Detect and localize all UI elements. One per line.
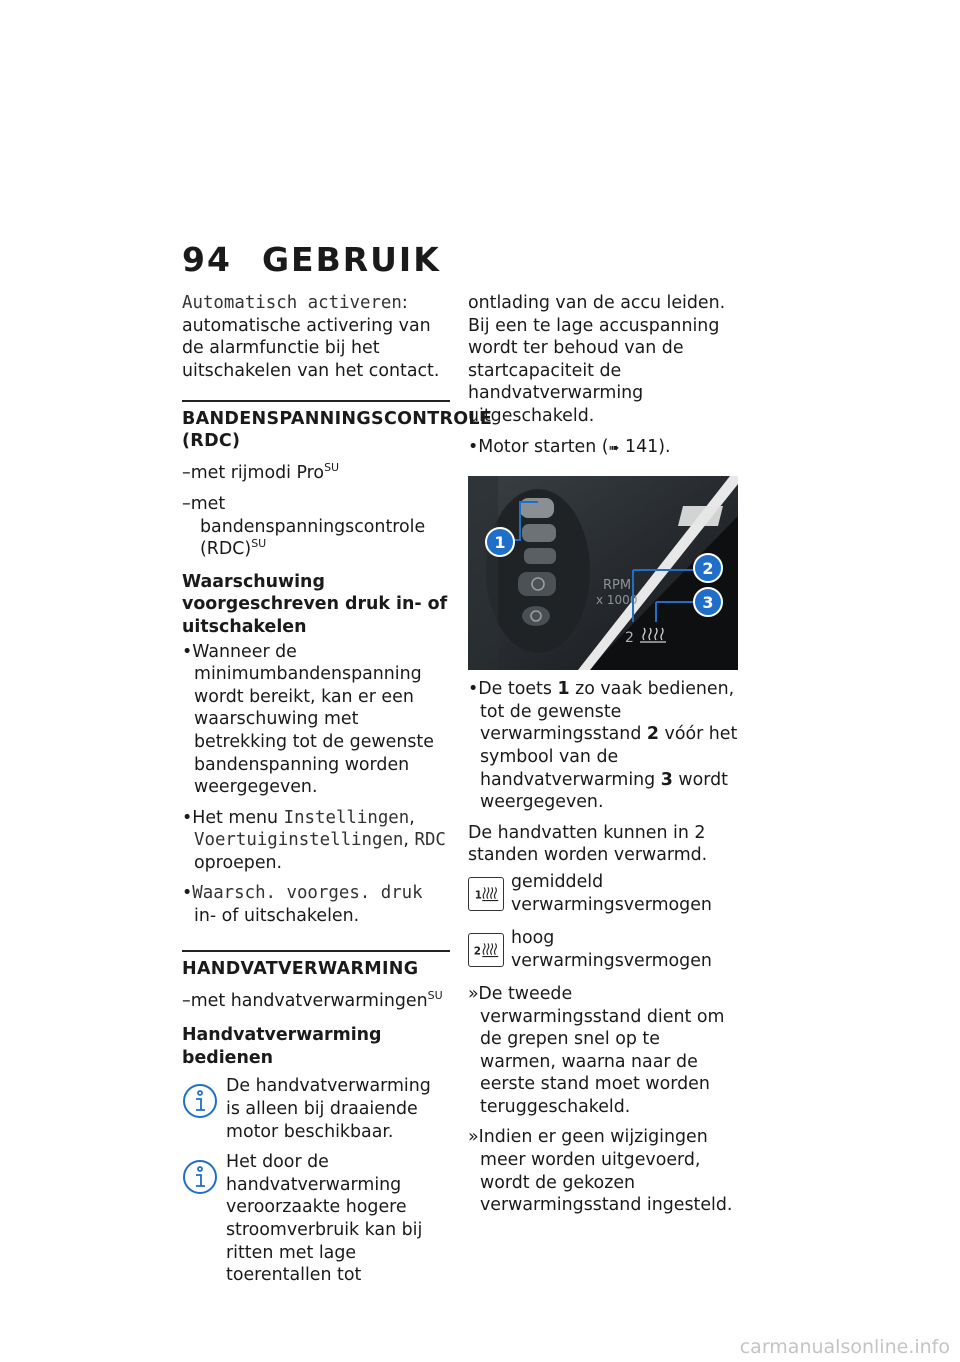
svg-text:2: 2 xyxy=(702,559,714,579)
bullet-item: •De toets 1 zo vaak bedienen, tot de gewenste verwarmingsstand 2 vóór het symbool van de handvatverwarming 3 wordt weergegeven. xyxy=(468,679,738,813)
intro-paragraph: Automatisch activeren: automatische activering van de alarmfunctie bij het uitschakelen van het contact. xyxy=(182,293,440,381)
page-ref-arrow-icon: ➠ xyxy=(608,440,620,456)
requirement-item: –met rijmodi Pro$^{SU}$ xyxy=(182,461,340,484)
section-heading-rdc: BANDENSPANNINGSCONTROLE (RDC) xyxy=(182,400,450,452)
svg-text:1: 1 xyxy=(474,889,482,902)
standen-paragraph: De handvatten kunnen in 2 standen worden verwarmd. xyxy=(468,822,708,866)
requirement-item: –met handvatverwarmingen$^{SU}$ xyxy=(182,988,443,1011)
bullet-item: •Waarsch. voorges. druk in- of uitschakelen. xyxy=(182,883,423,927)
watermark: carmanualsonline.info xyxy=(739,1336,950,1358)
bullet-item: •Motor starten (➠ 141). xyxy=(468,436,671,457)
svg-text:1: 1 xyxy=(494,533,506,553)
svg-text:3: 3 xyxy=(702,593,714,613)
rpm-label: RPM xyxy=(603,578,632,594)
gauge-value: 2 xyxy=(625,630,634,647)
bullet-item: •Wanneer de minimumbandenspanning wordt bereikt, kan er een waarschuwing met betrekking tot de gewenste bandenspanning worden weergegeven. xyxy=(182,641,434,798)
requirement-item: –met bandenspanningscontrole (RDC)$^{SU}$ xyxy=(182,493,426,560)
page-header xyxy=(182,240,441,279)
result-item: »Indien er geen wijzigingen meer worden uitgevoerd, wordt de gekozen verwarmingsstand ingesteld. xyxy=(468,1127,733,1216)
heating-level-1: 1 gemiddeld verwarmingsvermogen xyxy=(468,871,738,917)
result-item: »De tweede verwarmingsstand dient om de grepen snel op te warmen, waarna naar de eerste stand moet worden teruggeschakeld. xyxy=(468,983,725,1117)
continued-paragraph: ontlading van de accu leiden. Bij een te lage accuspanning wordt ter behoud van de startcapaciteit de handvatverwarming uitgeschakeld. xyxy=(468,293,726,426)
page-number: 94 xyxy=(182,240,232,279)
callout-3 xyxy=(694,588,722,616)
right-column xyxy=(468,292,738,1225)
subheading-warning: Waarschuwing voorgeschreven druk in- of uitschakelen xyxy=(182,571,448,637)
handlebar-illustration xyxy=(468,476,738,670)
menu-path: Instellingen xyxy=(283,807,410,828)
chapter-title: GEBRUIK xyxy=(261,240,441,279)
svg-text:2: 2 xyxy=(473,945,481,958)
info-note: De handvatverwarming is alleen bij draaiende motor beschikbaar. xyxy=(182,1075,450,1143)
subheading-operate: Handvatverwarming bedienen xyxy=(182,1025,382,1068)
left-column xyxy=(182,292,493,1291)
section-heading-grip-heating: HANDVATVERWARMING xyxy=(182,950,450,980)
heating-level-2: 2 hoog verwarmingsvermogen xyxy=(468,927,738,973)
info-icon xyxy=(182,1159,218,1195)
callout-1 xyxy=(486,528,514,556)
handlebar-control-photo xyxy=(468,476,738,670)
grip-heating-level-1-icon xyxy=(468,877,504,911)
callout-2 xyxy=(694,554,722,582)
bullet-item: •Het menu Instellingen, Voertuiginstellingen, RDC oproepen. xyxy=(182,807,446,873)
grip-heating-level-2-icon xyxy=(468,933,504,967)
info-note: Het door de handvatverwarming veroorzaakte hogere stroomverbruik kan bij ritten met lage toerentallen tot xyxy=(182,1151,450,1287)
rpm-unit: x 1000 xyxy=(596,593,638,608)
info-icon xyxy=(182,1083,218,1119)
